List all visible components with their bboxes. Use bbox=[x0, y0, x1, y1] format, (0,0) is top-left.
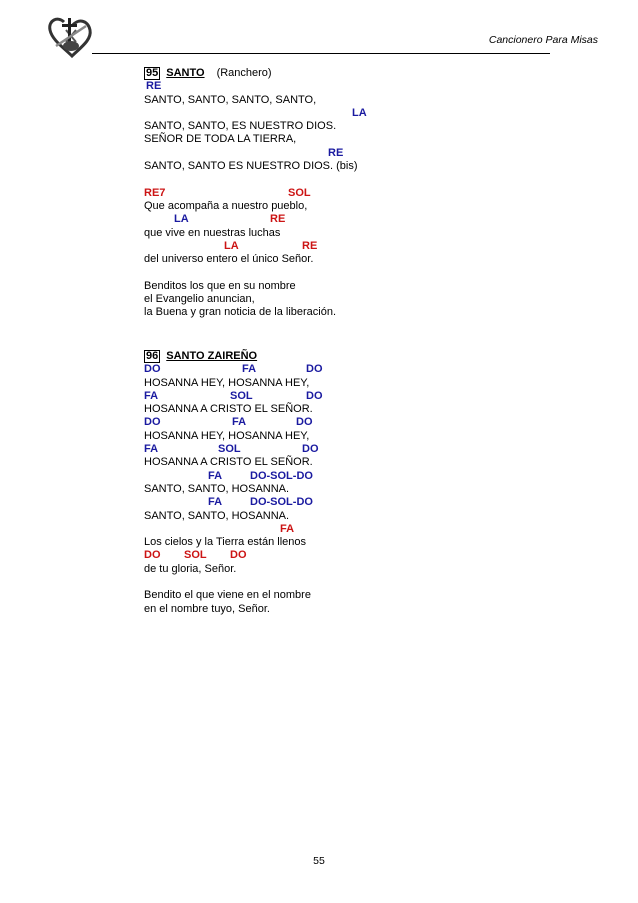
chord-line bbox=[144, 416, 564, 429]
chord-line bbox=[144, 363, 564, 376]
song-lines bbox=[144, 363, 564, 616]
chord-line bbox=[144, 496, 564, 509]
chord: RE bbox=[328, 146, 344, 159]
chord: LA bbox=[174, 213, 189, 226]
chord: DO bbox=[144, 363, 161, 376]
chord: SOL bbox=[218, 443, 241, 456]
lyric-line: SANTO, SANTO, HOSANNA. bbox=[144, 482, 290, 495]
chord: FA bbox=[232, 416, 247, 429]
chord: SOL bbox=[288, 186, 311, 199]
lyric-line: HOSANNA HEY, HOSANNA HEY, bbox=[144, 429, 310, 442]
header-rule bbox=[92, 53, 550, 54]
song-number: 95 bbox=[146, 67, 159, 79]
blank-line bbox=[144, 173, 564, 186]
song-number: 96 bbox=[146, 350, 159, 362]
chord-line bbox=[144, 523, 564, 536]
lyric-line: del universo entero el único Señor. bbox=[144, 253, 314, 266]
chord: DO-SOL-DO bbox=[250, 469, 313, 482]
chord: RE bbox=[270, 213, 286, 226]
lyric-line: SANTO, SANTO ES NUESTRO DIOS. (bis) bbox=[144, 160, 358, 173]
song-lines bbox=[144, 80, 564, 319]
lyric-line: Que acompaña a nuestro pueblo, bbox=[144, 199, 308, 212]
lyric-line: SANTO, SANTO, SANTO, SANTO, bbox=[144, 93, 317, 106]
chord: SOL bbox=[230, 389, 253, 402]
song-96 bbox=[144, 350, 564, 616]
blank-line bbox=[144, 576, 564, 589]
chord-line bbox=[144, 187, 564, 200]
lyric-line: HOSANNA A CRISTO EL SEÑOR. bbox=[144, 456, 313, 469]
chord-line bbox=[144, 240, 564, 253]
song-title: SANTO ZAIREÑO bbox=[166, 350, 258, 362]
chord: DO bbox=[296, 416, 313, 429]
chord-line bbox=[144, 147, 564, 160]
chord: RE7 bbox=[144, 186, 166, 199]
chord: FA bbox=[242, 363, 257, 376]
chord: SOL bbox=[184, 549, 207, 562]
chord-line bbox=[144, 443, 564, 456]
song-header bbox=[144, 350, 564, 363]
lyric-line: Los cielos y la Tierra están llenos bbox=[144, 536, 307, 549]
chord-line bbox=[144, 213, 564, 226]
chord: FA bbox=[280, 522, 295, 535]
header-title: Cancionero Para Misas bbox=[488, 34, 598, 46]
chord: DO bbox=[144, 416, 161, 429]
lyric-line: la Buena y gran noticia de la liberación. bbox=[144, 306, 337, 319]
chord: FA bbox=[144, 389, 159, 402]
song-subtitle: (Ranchero) bbox=[216, 67, 272, 79]
lyric-line: que vive en nuestras luchas bbox=[144, 226, 281, 239]
lyric-line: el Evangelio anuncian, bbox=[144, 293, 255, 306]
lyric-line: HOSANNA A CRISTO EL SEÑOR. bbox=[144, 403, 313, 416]
chord-line bbox=[144, 470, 564, 483]
lyric-line: SEÑOR DE TODA LA TIERRA, bbox=[144, 133, 297, 146]
lyric-line: SANTO, SANTO, ES NUESTRO DIOS. bbox=[144, 120, 337, 133]
chord: DO bbox=[306, 389, 323, 402]
song-header bbox=[144, 67, 564, 80]
chord: DO-SOL-DO bbox=[250, 496, 313, 509]
lyric-line: Benditos los que en su nombre bbox=[144, 279, 296, 292]
lyric-line: HOSANNA HEY, HOSANNA HEY, bbox=[144, 376, 310, 389]
chord-line bbox=[144, 107, 564, 120]
chord: DO bbox=[230, 549, 247, 562]
chord: RE bbox=[146, 80, 162, 93]
chord-line bbox=[144, 80, 564, 93]
chord: DO bbox=[306, 363, 323, 376]
chord: FA bbox=[144, 443, 159, 456]
chord-line bbox=[144, 549, 564, 562]
lyric-line: en el nombre tuyo, Señor. bbox=[144, 602, 270, 615]
chord: FA bbox=[208, 469, 223, 482]
chord: LA bbox=[352, 106, 367, 119]
chord-line bbox=[144, 390, 564, 403]
heart-cross-logo-icon bbox=[46, 16, 96, 64]
lyric-line: de tu gloria, Señor. bbox=[144, 562, 237, 575]
lyric-line: SANTO, SANTO, HOSANNA. bbox=[144, 509, 290, 522]
page-number: 55 bbox=[313, 855, 325, 867]
chord: RE bbox=[302, 239, 318, 252]
chord: LA bbox=[224, 239, 239, 252]
lyric-line: Bendito el que viene en el nombre bbox=[144, 589, 311, 602]
blank-line bbox=[144, 266, 564, 279]
song-title: SANTO bbox=[166, 67, 205, 79]
chord: FA bbox=[208, 496, 223, 509]
chord: DO bbox=[144, 549, 161, 562]
song-95 bbox=[144, 67, 564, 320]
chord: DO bbox=[302, 443, 319, 456]
